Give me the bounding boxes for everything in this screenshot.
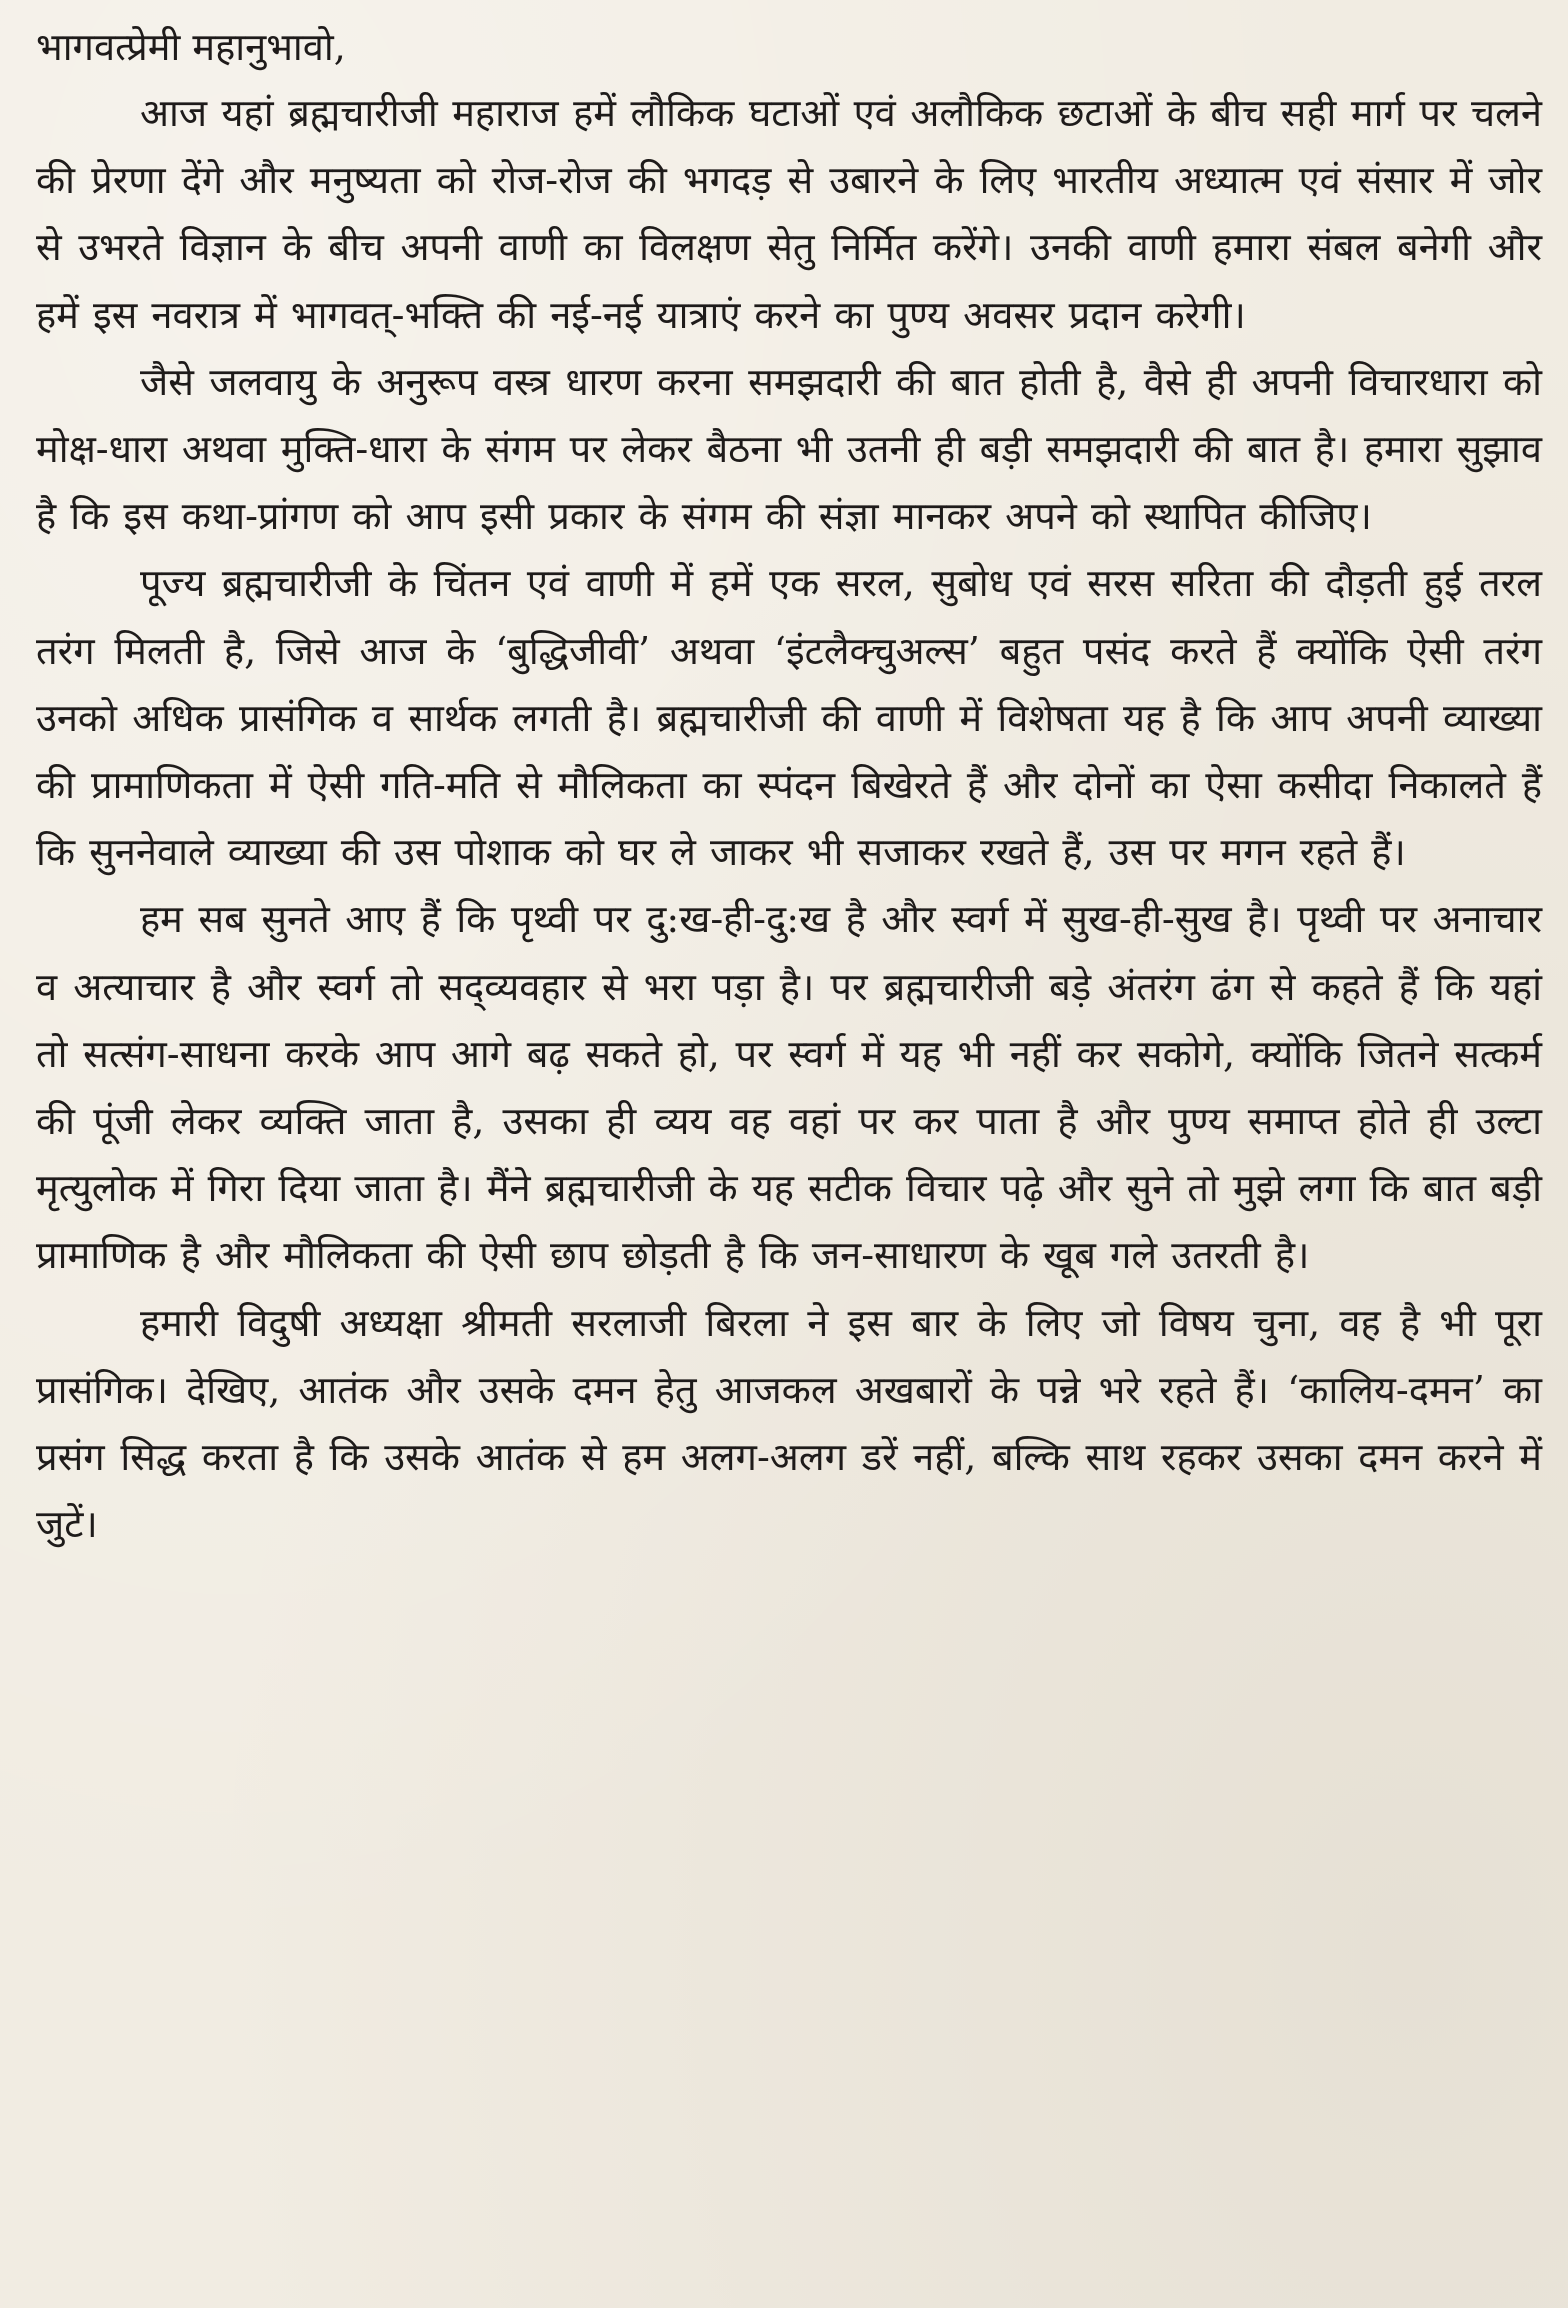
book-page (36, 14, 1542, 2294)
paragraph-5: हमारी विदुषी अध्यक्षा श्रीमती सरलाजी बिरला ने इस बार के लिए जो विषय चुना, वह है भी पूरा प्रासंगिक। देखिए, आतंक और उसके दमन हेतु आजकल अखबारों के पन्ने भरे रहते हैं। ‘कालिय-दमन’ का प्रसंग सिद्ध करता है कि उसके आतंक से हम अलग-अलग डरें नहीं, बल्कि साथ रहकर उसका दमन करने में जुटें। (36, 1300, 1542, 1547)
salutation: भागवत्प्रेमी महानुभावो, (36, 25, 346, 69)
paragraph-4: हम सब सुनते आए हैं कि पृथ्वी पर दु:ख-ही-दु:ख है और स्वर्ग में सुख-ही-सुख है। पृथ्वी पर अनाचार व अत्याचार है और स्वर्ग तो सद्‌व्यवहार से भरा पड़ा है। पर ब्रह्मचारीजी बड़े अंतरंग ढंग से कहते हैं कि यहां तो सत्संग-साधना करके आप आगे बढ़ सकते हो, पर स्वर्ग में यह भी नहीं कर सकोगे, क्योंकि जितने सत्कर्म की पूंजी लेकर व्यक्ति जाता है, उसका ही व्यय वह वहां पर कर पाता है और पुण्य समाप्त होते ही उल्टा मृत्युलोक में गिरा दिया जाता है। मैंने ब्रह्मचारीजी के यह सटीक विचार पढ़े और सुने तो मुझे लगा कि बात बड़ी प्रामाणिक है और मौलिकता की ऐसी छाप छोड़ती है कि जन-साधारण के खूब गले उतरती है। (36, 897, 1542, 1278)
paragraph-3: पूज्य ब्रह्मचारीजी के चिंतन एवं वाणी में हमें एक सरल, सुबोध एवं सरस सरिता की दौड़ती हुई तरल तरंग मिलती है, जिसे आज के ‘बुद्धिजीवी’ अथवा ‘इंटलैक्चुअल्स’ बहुत पसंद करते हैं क्योंकि ऐसी तरंग उनको अधिक प्रासंगिक व सार्थक लगती है। ब्रह्मचारीजी की वाणी में विशेषता यह है कि आप अपनी व्याख्या की प्रामाणिकता में ऐसी गति-मति से मौलिकता का स्पंदन बिखेरते हैं और दोनों का ऐसा कसीदा निकालते हैं कि सुननेवाले व्याख्या की उस पोशाक को घर ले जाकर भी सजाकर रखते हैं, उस पर मगन रहते हैं। (36, 561, 1542, 875)
paragraph-1: आज यहां ब्रह्मचारीजी महाराज हमें लौकिक घटाओं एवं अलौकिक छटाओं के बीच सही मार्ग पर चलने की प्रेरणा देंगे और मनुष्यता को रोज-रोज की भगदड़ से उबारने के लिए भारतीय अध्यात्म एवं संसार में जोर से उभरते विज्ञान के बीच अपनी वाणी का विलक्षण सेतु निर्मित करेंगे। उनकी वाणी हमारा संबल बनेगी और हमें इस नवरात्र में भागवत्-भक्ति की नई-नई यात्राएं करने का पुण्य अवसर प्रदान करेगी। (36, 91, 1542, 337)
paragraph-2: जैसे जलवायु के अनुरूप वस्त्र धारण करना समझदारी की बात होती है, वैसे ही अपनी विचारधारा को मोक्ष-धारा अथवा मुक्ति-धारा के संगम पर लेकर बैठना भी उतनी ही बड़ी समझदारी की बात है। हमारा सुझाव है कि इस कथा-प्रांगण को आप इसी प्रकार के संगम की संज्ञा मानकर अपने को स्थापित कीजिए। (36, 359, 1542, 539)
